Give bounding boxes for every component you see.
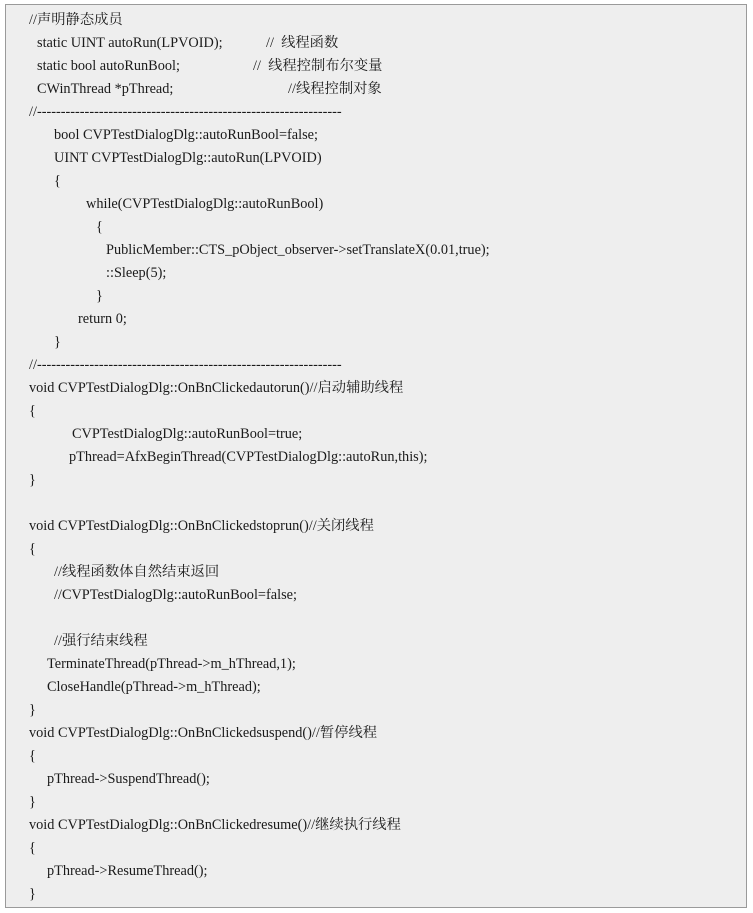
code-line: {	[54, 173, 61, 189]
code-line: UINT CVPTestDialogDlg::autoRun(LPVOID)	[54, 150, 322, 166]
code-line-comment: //线程函数体自然结束返回	[54, 564, 220, 580]
code-line: }	[96, 288, 103, 304]
code-separator: //----------------------------------------------------------------	[29, 104, 342, 120]
code-line-comment: //线程控制对象	[288, 81, 382, 97]
code-line: pThread->ResumeThread();	[47, 863, 208, 879]
code-line: static UINT autoRun(LPVOID);	[37, 35, 223, 51]
code-line: void CVPTestDialogDlg::OnBnClickedstoprun()//关闭线程	[29, 518, 374, 534]
code-line-comment: // 线程控制布尔变量	[253, 58, 383, 74]
code-block	[5, 4, 747, 908]
code-line: pThread->SuspendThread();	[47, 771, 210, 787]
code-line-comment: // 线程函数	[266, 35, 339, 51]
code-line: CVPTestDialogDlg::autoRunBool=true;	[72, 426, 303, 442]
code-line: CWinThread *pThread;	[37, 81, 174, 97]
code-line: void CVPTestDialogDlg::OnBnClickedresume()//继续执行线程	[29, 817, 401, 833]
code-line: }	[29, 886, 36, 902]
code-line: void CVPTestDialogDlg::OnBnClickedsuspend()//暂停线程	[29, 725, 378, 741]
code-line: while(CVPTestDialogDlg::autoRunBool)	[86, 196, 324, 212]
code-line-comment: //强行结束线程	[54, 633, 148, 649]
code-line: bool CVPTestDialogDlg::autoRunBool=false;	[54, 127, 318, 143]
code-line: void CVPTestDialogDlg::OnBnClickedautorun()//启动辅助线程	[29, 380, 404, 396]
code-line: ::Sleep(5);	[106, 265, 167, 281]
code-line: static bool autoRunBool;	[37, 58, 180, 74]
code-line: }	[29, 794, 36, 810]
code-line: PublicMember::CTS_pObject_observer->setTranslateX(0.01,true);	[106, 242, 490, 258]
code-line: {	[96, 219, 103, 235]
code-line: {	[29, 403, 36, 419]
code-line: TerminateThread(pThread->m_hThread,1);	[47, 656, 296, 672]
code-line-comment: //CVPTestDialogDlg::autoRunBool=false;	[54, 587, 297, 603]
code-line: {	[29, 748, 36, 764]
code-line: }	[29, 472, 36, 488]
code-line: {	[29, 840, 36, 856]
code-line: CloseHandle(pThread->m_hThread);	[47, 679, 261, 695]
code-line: pThread=AfxBeginThread(CVPTestDialogDlg::autoRun,this);	[69, 449, 428, 465]
code-line: return 0;	[78, 311, 127, 327]
code-separator: //----------------------------------------------------------------	[29, 357, 342, 373]
code-line: //声明静态成员	[29, 12, 123, 28]
code-line: {	[29, 541, 36, 557]
code-line: }	[54, 334, 61, 350]
code-line: }	[29, 702, 36, 718]
